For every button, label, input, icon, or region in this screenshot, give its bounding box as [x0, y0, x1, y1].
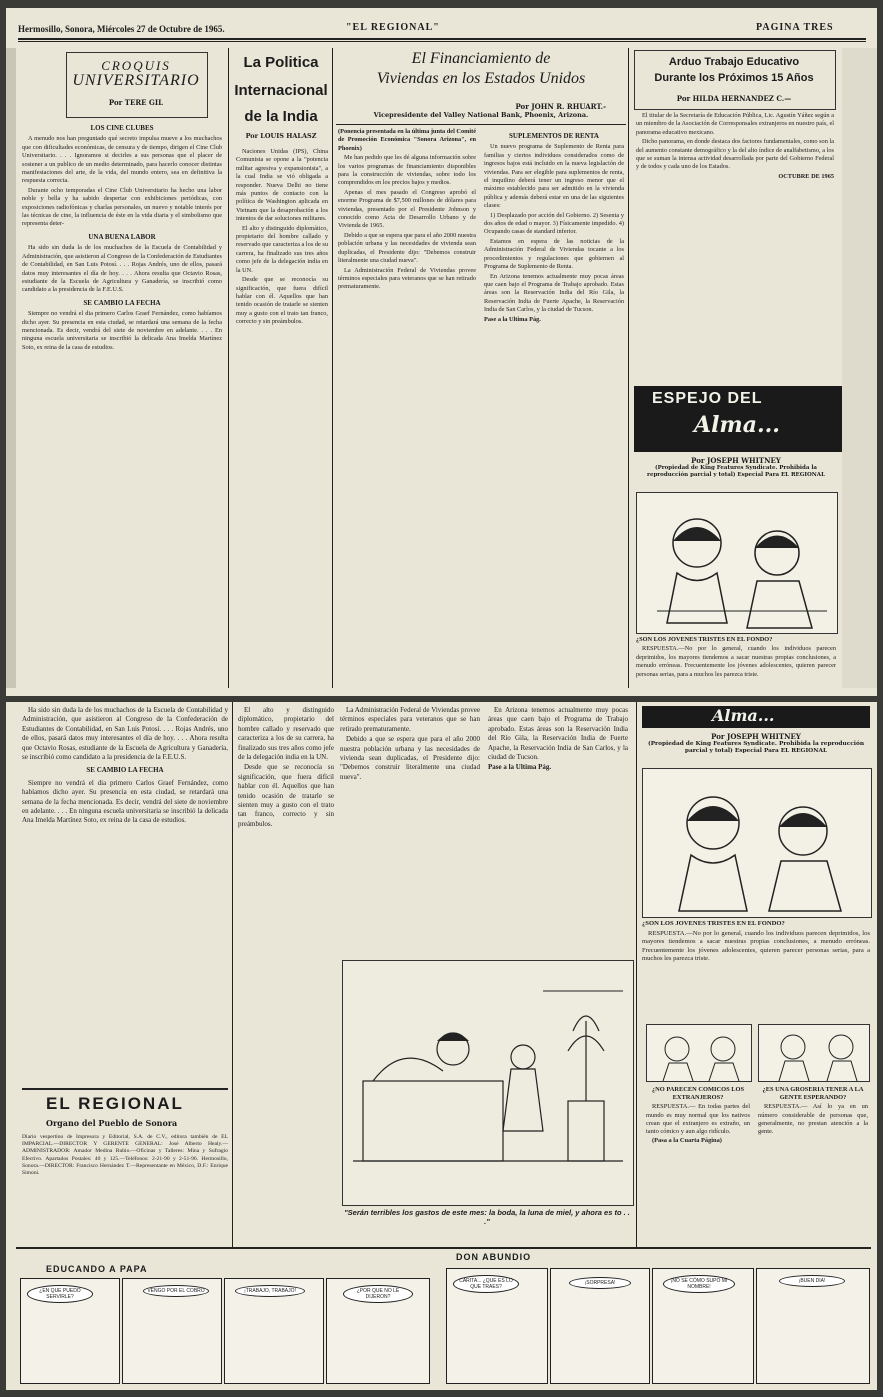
- espejo-question: ¿SON LOS JOVENES TRISTES EN EL FONDO?: [642, 920, 785, 927]
- india-paragraph: El alto y distinguido diplomático, propietario del hombre callado y reservado que caracteriza a los de su carrera, ha finalizado sus tres años como jefe de la delegación india en la UN.: [236, 224, 328, 274]
- comic-panel: [326, 1278, 430, 1384]
- page-number: PAGINA TRES: [756, 22, 834, 33]
- croquis-title-2: UNIVERSITARIO: [72, 72, 200, 89]
- youth-drawing-icon: [637, 493, 837, 633]
- arduo-paragraph: El titular de la Secretaría de Educación Pública, Lic. Agustín Yáñez según a un miembro de la Asociación de Corresponsales extranjeros en nuestro país, el panorama educativo mexicano.: [636, 112, 834, 136]
- comic-panel: [756, 1268, 870, 1384]
- comic-panel: [20, 1278, 120, 1384]
- financiamiento-col-2: [484, 128, 624, 693]
- financiamiento-paragraph: Apenas el mes pasado el Congreso aprobó el enorme Programa de $7,500 millones de dólares para viviendas, presentado por el Presidente Johnson y conocido como Acta de Desarrollo Urbano y de Vivienda de 1965.: [338, 188, 476, 230]
- comic-title-educando: EDUCANDO A PAPA: [46, 1264, 148, 1274]
- espejo-question: ¿SON LOS JOVENES TRISTES EN EL FONDO?: [636, 636, 773, 643]
- croquis-body: [22, 120, 222, 695]
- masthead-rule: [22, 1088, 228, 1090]
- espejo-question: ¿NO PARECEN COMICOS LOS EXTRANJEROS?: [651, 1086, 745, 1102]
- speech-bubble: ¡TRABAJO, TRABAJO!: [235, 1285, 305, 1297]
- financiamiento-continued-1: [340, 706, 480, 956]
- continued-note: Pase a la Ultima Pág.: [488, 763, 552, 772]
- financiamiento-lead: (Ponencia presentada en la última junta del Comité de Promoción Económica "Sonora Arizona", en Phoenix): [338, 128, 476, 152]
- speech-bubble: CARITA... ¿QUE ES LO QUE TRAES?: [453, 1275, 519, 1293]
- croquis-paragraph: Ha sido sin duda la de los muchachos de la Escuela de Contabilidad y Administración, que asistieron al Congreso de la Confederación de Estudiantes de Contabilidad, en San Luis Potosí. . . . Rojas Andrés, uno de ellos, pasará datos muy interesantes el día de hoy. . . . Ahora resulta que Octavio Rosas, estudiante de la Escuela de Agricultura y Ganadería, se inscribió como candidato a la presidencia de la F.E.U.S.: [22, 244, 222, 294]
- arduo-paragraph: Dicho panorama, en donde destaca dos factores fundamentales, como son la del aumento constante demográfico y la del alto índice de analfabetismo, a los que se suman la intensa actividad desarrollada por parte del Gobierno Federal y de todos y cada uno de los Estados.: [636, 138, 834, 171]
- column-rule: [228, 48, 229, 688]
- india-paragraph: El alto y distinguido diplomático, propietario del hombre callado y reservado que caracteriza a los de su carrera, ha finalizado sus tres años como jefe de la delegación india en la UN.: [238, 706, 334, 762]
- people-drawing-icon: [759, 1025, 869, 1081]
- column-rule: [332, 48, 333, 688]
- comic-title-abundio: DON ABUNDIO: [456, 1252, 532, 1262]
- espejo-q3: [758, 1086, 868, 1240]
- espejo-title: ESPEJO DEL: [652, 390, 763, 407]
- croquis-paragraph: Siempre no vendrá el dia primero Carlos Graef Fernández, como habíamos dicho ayer. Su presencia en esta ciudad, se retardará una semana de la fecha mencionada. Es decir, vendrá del siete de noviembre en adelante. . . . En ninguna escuela universitaria se inscribió la delicada Ana Imelda Martínez Soto, ex reina de la casa de estudios.: [22, 310, 222, 351]
- espejo-answer: RESPUESTA.— Así lo ya en un número considerable de personas que, generalmente, no prestan atención a la gente.: [758, 1103, 868, 1136]
- croquis-paragraph: A menudo nos han preguntado qué secreto impulsa mueve a los muchachos que con dificultades económicas, de censura y de tiempo, dirigen el Cine Club Universitario. . . . Ignoramos si decirles a sus personas que el placer de sostener a un publico de un medio determinado, para hacerlo conocer distintas manifestaciones del arte, de la vida, del mundo entero, sea en definitiva la respuesta correcta.: [22, 135, 222, 185]
- espejo-answer: RESPUESTA.—No por lo general, cuando los individuos parecen deprimidos, los mayores tiendemos a sacar nuestras propias conclusiones, a menudo erróneas. Frecuentemente los jóvenes adolescentes, quieren parecer personas serias, para a muchos les parezca triste.: [636, 645, 836, 678]
- financiamiento-byline-2: Vicepresidente del Valley National Bank, Phoenix, Arizona.: [373, 111, 589, 119]
- espejo-illustration: [642, 768, 872, 918]
- continued-note: (Pasa a la Cuarta Página): [652, 1137, 722, 1145]
- speech-bubble: ¡SORPRESA!: [569, 1277, 631, 1289]
- financiamiento-byline: Por JOHN R. RHUART.-: [515, 102, 606, 111]
- speech-bubble: ¿EN QUE PUEDO SERVIRLE?: [27, 1285, 93, 1303]
- india-continued: [238, 706, 334, 1086]
- croquis-section-3: SE CAMBIO LA FECHA: [83, 298, 161, 307]
- financiamiento-paragraph: Estamos en espera de las noticias de la Administración Federal de Viviendas tocante a los procedimientos y regulaciones que gobiernen al Programa de Suplemento de Renta.: [484, 237, 624, 271]
- espejo-title-2: Alma...: [712, 706, 775, 725]
- masthead-info: [22, 1134, 228, 1234]
- financiamiento-col-1: [338, 128, 476, 693]
- foreigners-illustration: [646, 1024, 752, 1082]
- financiamiento-title: El Financiamiento de: [411, 50, 551, 67]
- financiamiento-paragraph: Debido a que se espera que para el año 2000 nuestra población urbana y las necesidades de vivienda sean duplicadas, el Presidente dijo: "Debemos construir literalmente una ciudad nueva".: [340, 735, 480, 781]
- cartoon-illustration: [342, 960, 634, 1206]
- page-bottom-half: [6, 702, 877, 1390]
- header-rule: [18, 38, 866, 40]
- espejo-illustration: [636, 492, 838, 634]
- espejo-body-top: [636, 636, 836, 692]
- croquis-continued: [22, 706, 228, 1084]
- comic-panel: [446, 1268, 548, 1384]
- continued-note: Pase a la Ultima Pág.: [484, 315, 541, 323]
- espejo-byline-2: (Propiedad de King Features Syndicate. Prohibida la reproducción parcial y total) Especial Para EL REGIONAL: [647, 741, 865, 754]
- arduo-title: Arduo Trabajo Educativo: [668, 56, 800, 68]
- espejo-byline-2: (Propiedad de King Features Syndicate. Prohibida la reproducción parcial y total) Especial Para EL REGIONAL: [647, 465, 825, 478]
- cartoon-caption: "Serán terribles los gastos de este mes: la boda, la luna de miel, y ahora es to . . .": [344, 1208, 630, 1226]
- india-title-3: de la India: [244, 108, 318, 125]
- croquis-section-1: LOS CINE CLUBES: [90, 124, 154, 132]
- espejo-banner-small: [642, 706, 870, 728]
- india-paragraph: Desde que se reconocía su significación, que fuera difícil hablar con él. Aquellos que han tenido ocasión de tratarle se sienten muy a gusto con el trato tan franco, correcto y sin preámbulos.: [236, 276, 328, 326]
- india-title: La Politica: [243, 54, 319, 71]
- speech-bubble: VENGO POR EL COBRO: [143, 1285, 209, 1297]
- column-rule: [628, 48, 629, 688]
- margin-strip: [6, 48, 16, 688]
- croquis-byline: Por TERE GIL: [108, 98, 164, 107]
- financiamiento-paragraph: Debido a que se espera que para el año 2000 nuestra población urbana y las necesidades de vivienda sean duplicadas, el Presidente dijo: "Debemos construir literalmente una ciudad nueva".: [338, 231, 476, 265]
- india-paragraph: Desde que se reconocía su significación, que fuera difícil hablar con él. Aquellos que han tenido ocasión de tratarle se sienten muy a gusto con el trato tan franco, correcto y sin preámbulos.: [238, 763, 334, 828]
- espejo-body: [642, 920, 870, 1020]
- cartoon-drawing-icon: [343, 961, 633, 1205]
- india-body: [236, 148, 328, 693]
- croquis-section-3: SE CAMBIO LA FECHA: [86, 766, 164, 775]
- espejo-q2: [646, 1086, 750, 1240]
- espejo-answer: RESPUESTA.—No por lo general, cuando los individuos parecen deprimidos, los mayores tiendemos a sacar nuestras propias conclusiones, a menudo erróneas. Frecuentemente los jóvenes adolescentes, quieren parecer personas serias, para a muchos les parezca triste.: [642, 929, 870, 963]
- arduo-date: OCTUBRE DE 1965: [778, 172, 834, 180]
- croquis-title: CROQUIS: [101, 58, 171, 73]
- masthead-tagline: Organo del Pueblo de Sonora: [46, 1118, 178, 1128]
- masthead-name: EL REGIONAL: [46, 1094, 184, 1113]
- india-paragraph: Naciones Unidas (IPS), China Comunista se opone a la "potencia militar agresiva y expansionista", a la cual India se vió obligada a responder. Nueva Delhi no tiene más puntos de contacto con la política de Washington aplicada en Vietnam que la desaprobación a los intentos de dar soluciones militares.: [236, 148, 328, 223]
- speech-bubble: ¡BUEN DIA!: [779, 1275, 845, 1287]
- financiamiento-paragraph: Me han pedido que les dé alguna información sobre los varios programas de financiamiento disponibles para la construcción de viviendas, sobre todo los comprendidos en los precios bajos y medios.: [338, 154, 476, 187]
- speech-bubble: ¿POR QUE NO LE DIJERON?: [343, 1285, 413, 1303]
- waiting-illustration: [758, 1024, 870, 1082]
- croquis-section-2: UNA BUENA LABOR: [88, 232, 156, 241]
- arduo-title-2: Durante los Próximos 15 Años: [654, 72, 814, 84]
- financiamiento-continued-2: [488, 706, 628, 956]
- india-title-2: Internacional: [234, 82, 328, 99]
- india-byline: Por LOUIS HALASZ: [245, 132, 317, 140]
- espejo-byline: Por JOSEPH WHITNEY: [691, 456, 781, 465]
- croquis-paragraph: Durante ocho temporadas el Cine Club Universitario ha hecho una labor noble y bella y ha sabido despertar con exhibiciones periódicas, con exposiciones radiofónicas y charlas personales, un nuevo y notable interés por las técnicas de cine, la influencia de éste en la vida diaria y el simbolismo que representa deter-: [22, 186, 222, 228]
- comic-panel: [224, 1278, 324, 1384]
- espejo-title-2: Alma...: [694, 412, 780, 438]
- croquis-paragraph: Ha sido sin duda la de los muchachos de la Escuela de Contabilidad y Administración, que asistieron al Congreso de la Confederación de Estudiantes de Contabilidad, en San Luis Potosí. . . . Rojas Andrés, uno de ellos, pasará datos muy interesantes el día de hoy. . . . Ahora resulta que Octavio Rosas, estudiante de la Escuela de Agricultura y Ganadería, se inscribió como candidato a la presidencia de la F.E.U.S.: [22, 706, 228, 762]
- arduo-byline: Por HILDA HERNANDEZ C.—: [676, 94, 792, 103]
- financiamiento-paragraph: En Arizona tenemos actualmente muy pocas áreas que caen bajo el Programa de Trabajo aprobado. Estas áreas son la Reservación India del Río Gila, la Reservación India de Fuerte Apache, la Reservación India de San Carlos, y la ciudad de Tucson.: [484, 272, 624, 314]
- comic-panel: [652, 1268, 754, 1384]
- financiamiento-list: 1) Desplazado por acción del Gobierno. 2) Sesenta y dos años de edad o mayor. 3) Físicamente impedido. 4) Ocupando casas de standard inferior.: [484, 211, 624, 236]
- financiamiento-title-2: Viviendas en los Estados Unidos: [376, 70, 586, 87]
- financiamiento-subhead: SUPLEMENTOS DE RENTA: [509, 132, 599, 140]
- financiamiento-paragraph: En Arizona tenemos actualmente muy pocas áreas que caen bajo el Programa de Trabajo aprobado. Estas áreas son la Reservación India del Río Gila, la Reservación India de Fuerte Apache, la Reservación India de San Carlos, y la ciudad de Tucson.: [488, 706, 628, 762]
- arduo-body: [636, 112, 834, 382]
- masthead-paragraph: Diario vespertino de Impresora y Editorial, S.A. de C.V., editora también de EL IMPARCIAL.—DIRECTOR Y GERENTE GENERAL: José Alberto Healy.—ADMINISTRADOR: Amador Medina Rubio.—Oficinas y Talleres: Mina y Sufragio Efectivo. Apartados Postales: 40 y 125.—Teléfonos: 2-21-90 y 2-51-96. Hermosillo, Sonora.—DIRECTOR: Francisco Hernández T.—Representante en México, D.F.: Enrique Simoni.: [22, 1134, 228, 1177]
- page-top-half: [6, 8, 877, 696]
- youth-drawing-icon: [643, 769, 871, 917]
- financiamiento-paragraph: La Administración Federal de Viviendas provee términos especiales para veteranos que se han retirado prematuramente.: [338, 266, 476, 291]
- financiamiento-paragraph: Un nuevo programa de Suplemento de Renta para familias y ciertos individuos considerados como de ingresos bajos está incluido en la nueva legislación de viviendas. Para ser elegible para suplementos de renta, el inquilino deberá tener un ingreso menor que el máximo establecido para ser admitido en la vivienda pública y además deberá estar en una de las siguientes clases:: [484, 143, 624, 210]
- comic-panel: [550, 1268, 650, 1384]
- column-rule: [636, 702, 637, 1247]
- column-rule: [232, 702, 233, 1247]
- financiamiento-paragraph: La Administración Federal de Viviendas provee términos especiales para veteranos que se han retirado prematuramente.: [340, 706, 480, 733]
- speech-bubble: ¡NO SE CÓMO SUPO MI NOMBRE!: [663, 1275, 735, 1293]
- comics-rule: [16, 1247, 871, 1249]
- croquis-paragraph: Siempre no vendrá el dia primero Carlos Graef Fernández, como habíamos dicho ayer. Su presencia en esta ciudad, se retardará una semana de la fecha mencionada. Es decir, vendrá del siete de noviembre en adelante. . . . En ninguna escuela universitaria se inscribió la delicada Ana Imelda Martínez Soto, ex reina de la casa de estudios.: [22, 778, 228, 825]
- header-rule-thin: [18, 41, 866, 42]
- adjacent-page-strip: [842, 48, 877, 688]
- espejo-answer: RESPUESTA.— En todas partes del mundo es muy normal que los nativos crean que el extranjero es extraño, un tanto cómico y aun algo ridículo.: [646, 1103, 750, 1136]
- espejo-question: ¿ES UNA GROSERIA TENER A LA GENTE ESPERANDO?: [762, 1086, 864, 1102]
- dateline: Hermosillo, Sonora, Miércoles 27 de Octubre de 1965.: [18, 24, 225, 34]
- paper-name: "EL REGIONAL": [346, 22, 440, 33]
- people-drawing-icon: [647, 1025, 751, 1081]
- title-rule: [336, 124, 626, 125]
- espejo-byline: Por JOSEPH WHITNEY: [711, 732, 801, 741]
- comic-panel: [122, 1278, 222, 1384]
- espejo-banner: [634, 386, 854, 452]
